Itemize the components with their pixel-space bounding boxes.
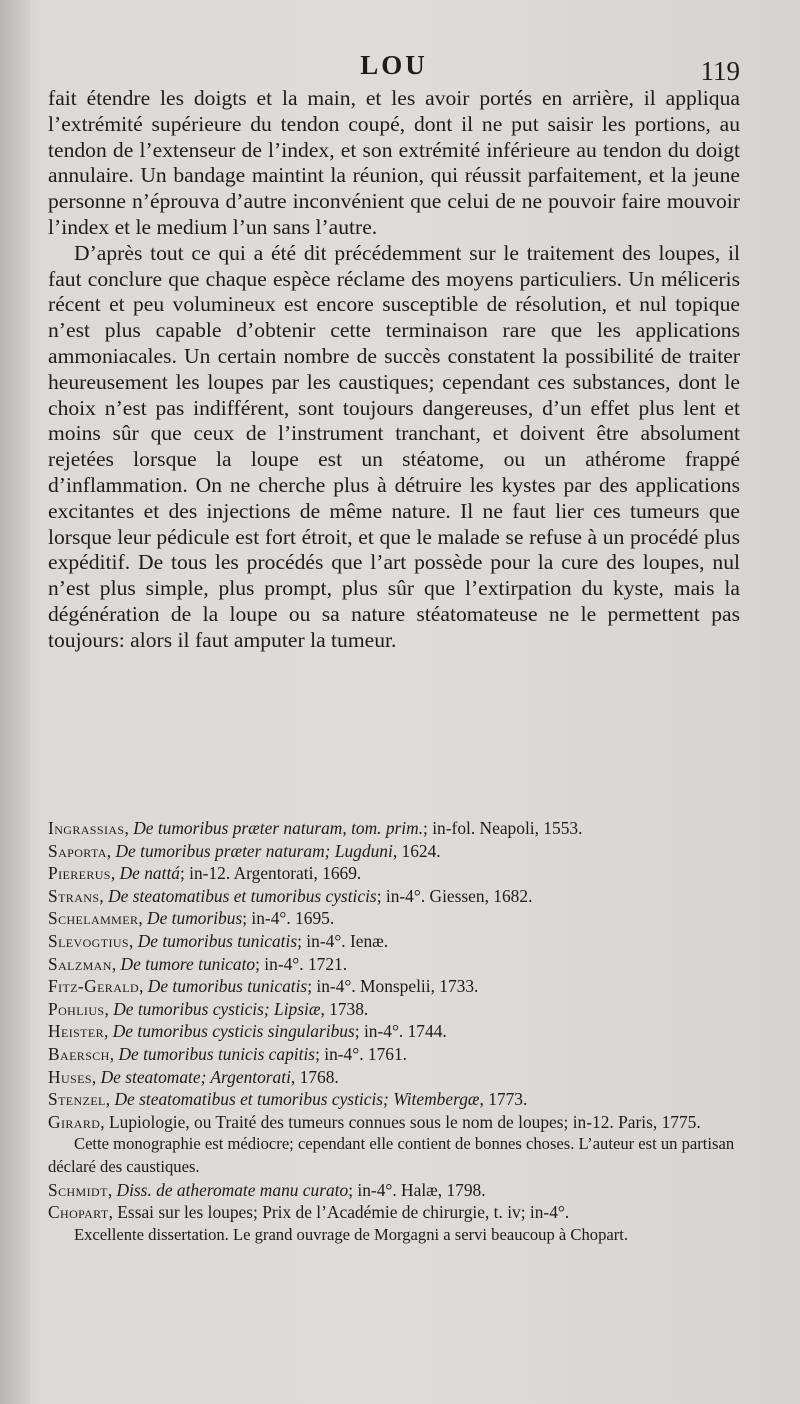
reference-details: ; in-12. Argentorati, 1669. bbox=[179, 863, 362, 884]
reference-title: De tumoribus bbox=[147, 908, 243, 929]
reference-details: Lupiologie, ou Traité des tumeurs connues sous le nom de loupes; in-12. Paris, 1775. bbox=[109, 1111, 701, 1132]
reference-entry: Chopart, Essai sur les loupes; Prix de l’Académie de chirurgie, t. iv; in-4°. bbox=[48, 1202, 570, 1223]
reference-author: Heister bbox=[48, 1021, 105, 1042]
reference-title: De tumoribus præter naturam, tom. prim. bbox=[133, 818, 424, 838]
reference-entry: Piererus, De nattá; in-12. Argentorati, 1669. bbox=[48, 863, 362, 884]
reference-details: ; in-4°. 1695. bbox=[242, 908, 335, 929]
reference-author: Stenzel bbox=[48, 1089, 106, 1110]
reference-entry: Slevogtius, De tumoribus tunicatis; in-4°. Ienæ. bbox=[48, 930, 389, 951]
reference-title: De tumoribus cysticis singularibus bbox=[112, 1021, 355, 1042]
reference-title: Diss. de atheromate manu curato bbox=[116, 1179, 349, 1200]
page-header bbox=[48, 50, 740, 90]
reference-entry: Pohlius, De tumoribus cysticis; Lipsiæ, 1738. bbox=[48, 998, 369, 1019]
reference-author: Pohlius bbox=[48, 998, 105, 1019]
page-number: 119 bbox=[700, 56, 740, 86]
reference-title: De tumoribus cysticis; Lipsiæ bbox=[113, 998, 321, 1019]
reference-details: , 1773. bbox=[479, 1089, 528, 1110]
reference-author: Saporta bbox=[48, 840, 107, 861]
reference-details: ; in-fol. Neapoli, 1553. bbox=[423, 818, 583, 838]
reference-details: , 1624. bbox=[392, 840, 441, 861]
reference-details: ; in-4°. Giessen, 1682. bbox=[376, 885, 533, 906]
reference-entry: Schmidt, Diss. de atheromate manu curato; in-4°. Halæ, 1798. bbox=[48, 1179, 486, 1200]
reference-title: De nattá bbox=[119, 863, 180, 884]
reference-entry: Stenzel, De steatomatibus et tumoribus cysticis; Witembergæ, 1773. bbox=[48, 1089, 528, 1110]
reference-title: De tumoribus tunicatis bbox=[147, 976, 308, 997]
bibliography bbox=[48, 817, 740, 1246]
reference-details: ; in-4°. 1761. bbox=[315, 1043, 408, 1064]
reference-note: Excellente dissertation. Le grand ouvrage de Morgagni a servi beaucoup à Chopart. bbox=[74, 1224, 629, 1244]
reference-details: ; in-4°. Monspelii, 1733. bbox=[307, 976, 479, 997]
reference-author: Slevogtius bbox=[48, 930, 129, 951]
reference-details: ; in-4°. 1744. bbox=[354, 1021, 447, 1042]
reference-title: De steatomatibus et tumoribus cysticis bbox=[108, 885, 377, 906]
reference-details: , 1768. bbox=[290, 1066, 339, 1087]
reference-title: De tumore tunicato bbox=[120, 953, 256, 974]
reference-author: Ingrassias bbox=[48, 818, 125, 838]
reference-author: Piererus bbox=[48, 863, 111, 884]
reference-author: Huses bbox=[48, 1066, 92, 1087]
reference-entry: Ingrassias, De tumoribus præter naturam, tom. prim.; in-fol. Neapoli, 1553. bbox=[48, 818, 583, 838]
paragraph-continuation: fait étendre les doigts et la main, et les avoir portés en arrière, il appliqua l’extrémité supérieure du tendon coupé, dont il ne put saisir les portions, au tendon de l’extenseur de l’index, et son extrémité inférieure au tendon du doigt annulaire. Un bandage maintint la réunion, qui réussit parfaitement, et la jeune personne n’éprouva d’autre inconvénient que celui de ne pouvoir faire mouvoir l’index et le medium l’un sans l’autre. bbox=[48, 86, 740, 239]
reference-details: ; in-4°. Ienæ. bbox=[297, 930, 389, 951]
reference-author: Strans bbox=[48, 885, 100, 906]
reference-title: De tumoribus præter naturam; Lugduni bbox=[115, 840, 393, 861]
paragraph-treatment: D’après tout ce qui a été dit précédemment sur le traitement des loupes, il faut conclure que chaque espèce réclame des moyens particuliers. Un méliceris récent et peu volumineux est encore susceptible de résolution, et nul topique n’est plus capable d’obtenir cette terminaison rare que les applications ammoniacales. Un certain nombre de succès constatent la possibilité de traiter heureusement les loupes par les caustiques; cependant ces substances, dont le choix n’est pas indifférent, sont toujours dangereuses, d’un effet plus lent et moins sûr que ceux de l’instrument tranchant, et doivent être absolument rejetées lorsque la loupe est un stéatome, ou un athérome frappé d’inflammation. On ne cherche plus à détruire les kystes par des applications excitantes et des injections de même nature. Il ne faut lier ces tumeurs que lorsque leur pédicule est fort étroit, et que le malade se refuse à un procédé plus expéditif. De tous les procédés que l’art possède pour la cure des loupes, nul n’est plus simple, plus prompt, plus sûr que l’extirpation du kyste, mais la dégénération de la loupe ou sa nature stéatomateuse ne le permettent pas toujours: alors il faut amputer la tumeur. bbox=[48, 240, 740, 652]
reference-author: Baersch bbox=[48, 1043, 110, 1064]
reference-entry: Schelammer, De tumoribus; in-4°. 1695. bbox=[48, 908, 335, 929]
reference-details: ; in-4°. Halæ, 1798. bbox=[348, 1179, 486, 1200]
reference-note: Cette monographie est médiocre; cependant elle contient de bonnes choses. L’auteur est un partisan déclaré des caustiques. bbox=[48, 1134, 735, 1176]
reference-author: Chopart bbox=[48, 1202, 109, 1223]
reference-title: De tumoribus tunicis capitis bbox=[118, 1043, 316, 1064]
running-head: LOU bbox=[360, 50, 428, 80]
reference-author: Schelammer bbox=[48, 908, 139, 929]
reference-entry: Strans, De steatomatibus et tumoribus cysticis; in-4°. Giessen, 1682. bbox=[48, 885, 533, 906]
reference-title: De steatomate; Argentorati bbox=[100, 1066, 291, 1087]
binding-gutter bbox=[0, 0, 30, 1404]
reference-entry: Girard, Lupiologie, ou Traité des tumeurs connues sous le nom de loupes; in-12. Paris, 1775. bbox=[48, 1111, 701, 1132]
reference-title: De steatomatibus et tumoribus cysticis; Witembergæ bbox=[114, 1089, 480, 1110]
body-text bbox=[48, 86, 740, 654]
reference-author: Girard bbox=[48, 1111, 101, 1132]
reference-entry: Huses, De steatomate; Argentorati, 1768. bbox=[48, 1066, 339, 1087]
reference-details: , 1738. bbox=[320, 998, 369, 1019]
reference-author: Schmidt bbox=[48, 1179, 108, 1200]
reference-author: Salzman bbox=[48, 953, 112, 974]
reference-title: De tumoribus tunicatis bbox=[137, 930, 298, 951]
reference-entry: Salzman, De tumore tunicato; in-4°. 1721. bbox=[48, 953, 348, 974]
reference-entry: Saporta, De tumoribus præter naturam; Lugduni, 1624. bbox=[48, 840, 441, 861]
reference-details: Essai sur les loupes; Prix de l’Académie de chirurgie, t. iv; in-4°. bbox=[117, 1202, 570, 1223]
reference-author: Fitz-Gerald bbox=[48, 976, 140, 997]
reference-entry: Fitz-Gerald, De tumoribus tunicatis; in-4°. Monspelii, 1733. bbox=[48, 976, 479, 997]
reference-entry: Heister, De tumoribus cysticis singularibus; in-4°. 1744. bbox=[48, 1021, 447, 1042]
reference-entry: Baersch, De tumoribus tunicis capitis; in-4°. 1761. bbox=[48, 1043, 408, 1064]
reference-details: ; in-4°. 1721. bbox=[255, 953, 348, 974]
